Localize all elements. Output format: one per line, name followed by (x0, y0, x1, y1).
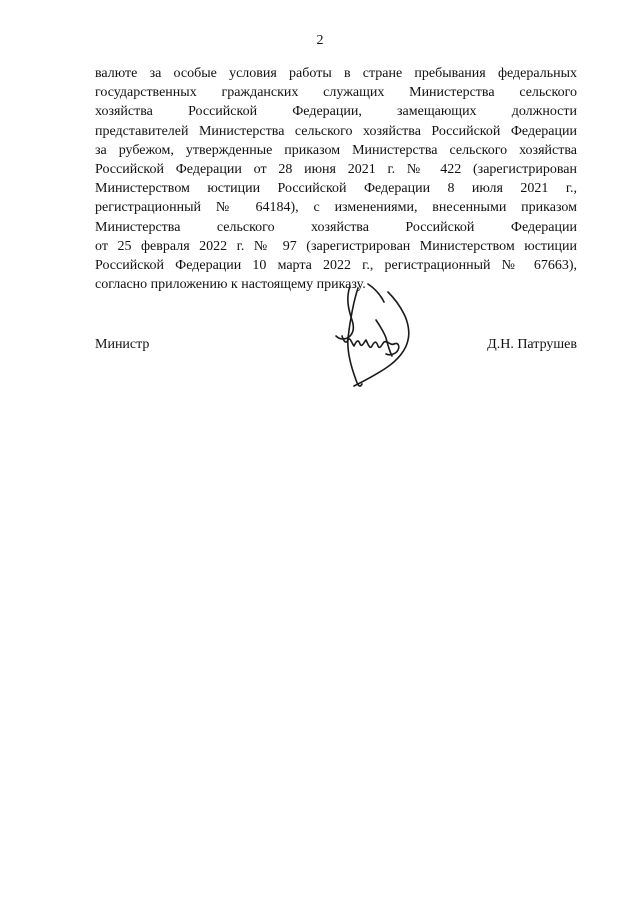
body-line: государственных гражданских служащих Министерства сельского (95, 85, 577, 101)
body-line: от 25 февраля 2022 г. № 97 (зарегистрирован Министерством юстиции (95, 238, 577, 254)
signer-name: Д.Н. Патрушев (487, 337, 577, 352)
body-line: валюте за особые условия работы в стране пребывания федеральных (95, 66, 577, 81)
body-line: за рубежом, утвержденные приказом Министерства сельского хозяйства (95, 142, 577, 158)
body-line: Российской Федерации от 28 июня 2021 г. № 422 (зарегистрирован (95, 162, 577, 178)
body-line: Российской Федерации 10 марта 2022 г., регистрационный № 67663), (95, 258, 577, 274)
body-line: хозяйства Российской Федерации, замещающих должности (95, 104, 577, 120)
handwritten-signature-icon (328, 280, 420, 392)
body-line: Министерства сельского хозяйства Российской Федерации (95, 219, 577, 235)
signer-position: Министр (95, 337, 150, 352)
body-paragraph (95, 64, 577, 294)
body-line: Министерством юстиции Российской Федерации 8 июля 2021 г., (95, 181, 577, 197)
body-line: согласно приложению к настоящему приказу. (95, 277, 366, 293)
body-line: представителей Министерства сельского хозяйства Российской Федерации (95, 123, 577, 139)
body-line: регистрационный № 64184), с изменениями, внесенными приказом (95, 200, 577, 216)
page-number: 2 (316, 33, 324, 48)
